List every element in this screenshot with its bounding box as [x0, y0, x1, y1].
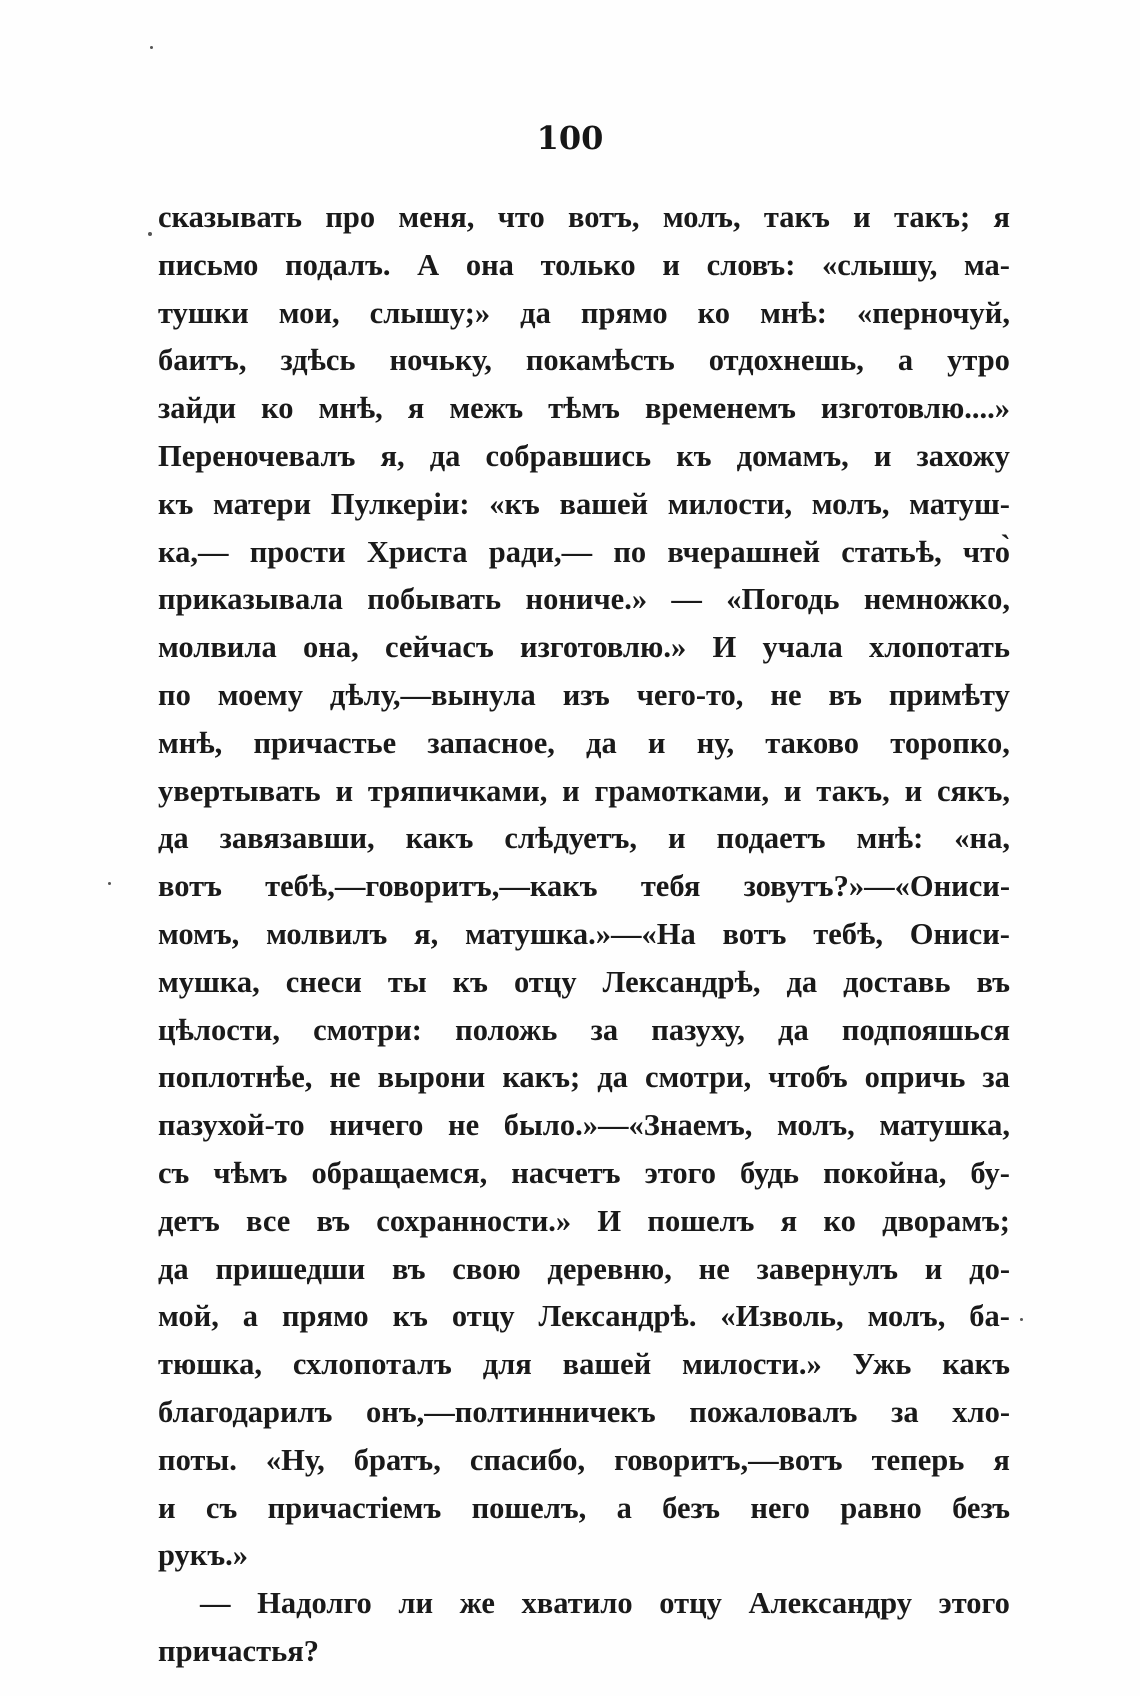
- text-word: матушка,: [879, 1108, 1010, 1143]
- text-word: молъ,: [811, 486, 890, 521]
- text-word: изъ: [562, 677, 610, 712]
- text-word: отдохнешь,: [708, 343, 864, 378]
- text-word: Александру: [748, 1586, 912, 1621]
- text-line: [158, 1341, 1010, 1389]
- text-line: [158, 385, 1010, 433]
- text-word: сякъ,: [936, 773, 1010, 808]
- text-word: молвилъ: [266, 916, 388, 951]
- text-word: сохранности.»: [376, 1203, 572, 1238]
- text-word: поплотнѣе,: [158, 1060, 313, 1095]
- text-word: матушка.»—«На: [465, 916, 696, 951]
- text-word: къ: [452, 964, 488, 999]
- text-word: мой,: [158, 1299, 219, 1334]
- text-word: доставь: [843, 964, 951, 999]
- text-word: подпояшься: [841, 1012, 1010, 1047]
- text-word: милости,: [667, 486, 793, 521]
- text-word: и: [904, 773, 923, 808]
- text-word: безъ: [952, 1490, 1010, 1525]
- text-word: «перночуй,: [856, 295, 1010, 330]
- text-line: [158, 672, 1010, 720]
- text-word: по: [613, 534, 647, 569]
- scan-speck: [1020, 1318, 1023, 1321]
- text-word: мои,: [278, 295, 340, 330]
- text-word: ради,—: [488, 534, 593, 569]
- text-word: я,: [414, 916, 439, 951]
- text-word: чего-то,: [636, 677, 744, 712]
- text-word: ма-: [963, 247, 1010, 282]
- text-line: [158, 1437, 1010, 1485]
- text-line: [158, 1198, 1010, 1246]
- text-word: съ: [158, 1155, 190, 1190]
- text-word: ко: [823, 1203, 856, 1238]
- text-word: тряпичками,: [367, 773, 548, 808]
- text-word: да: [778, 1012, 809, 1047]
- text-word: вырони: [377, 1060, 486, 1095]
- text-word: пазухой-то: [158, 1108, 305, 1143]
- text-word: къ: [158, 486, 194, 521]
- text-word: спасибо,: [469, 1442, 586, 1477]
- text-word: сказывать: [158, 200, 303, 234]
- text-word: мушка,: [158, 964, 260, 999]
- text-word: побывать: [367, 582, 502, 617]
- text-word: прямо: [580, 295, 668, 330]
- text-word: пожаловалъ: [689, 1394, 858, 1429]
- text-word: А: [417, 247, 440, 282]
- text-word: подаетъ: [716, 821, 826, 856]
- text-word: Ониси-: [909, 916, 1010, 951]
- text-word: и: [924, 1251, 943, 1286]
- text-word: Лександрѣ,: [602, 964, 761, 999]
- text-word: увертывать: [158, 773, 321, 808]
- text-word: опричь: [864, 1060, 966, 1095]
- text-word: и: [853, 200, 871, 234]
- text-line: [158, 1246, 1010, 1294]
- text-word: сейчасъ: [384, 630, 494, 665]
- text-word: причастья?: [158, 1633, 319, 1668]
- text-word: положь: [455, 1012, 558, 1047]
- text-word: этого: [644, 1155, 716, 1190]
- text-word: подалъ.: [285, 247, 391, 282]
- text-word: не: [698, 1251, 730, 1286]
- text-word: говоритъ,—вотъ: [614, 1442, 843, 1477]
- text-word: въ: [316, 1203, 351, 1238]
- text-word: не: [329, 1060, 361, 1095]
- text-word: мнѣ,: [318, 391, 383, 426]
- text-word: да: [158, 821, 189, 856]
- text-word: вашей: [559, 486, 649, 521]
- text-word: поты.: [158, 1442, 237, 1477]
- text-word: прямо: [281, 1299, 369, 1334]
- text-word: ну,: [696, 725, 735, 760]
- text-line: [158, 911, 1010, 959]
- text-word: торопко,: [890, 725, 1010, 760]
- text-word: до-: [969, 1251, 1010, 1286]
- text-word: равно: [840, 1490, 922, 1525]
- text-line: [158, 1054, 1010, 1102]
- text-word: нониче.»: [525, 582, 648, 617]
- text-word: про: [325, 200, 376, 234]
- text-word: какъ: [942, 1347, 1010, 1382]
- text-word: отцу: [659, 1586, 722, 1621]
- text-line: [158, 290, 1010, 338]
- text-word: и: [873, 438, 892, 473]
- text-word: «къ: [489, 486, 540, 521]
- text-line: [158, 1102, 1010, 1150]
- text-word: теперь: [871, 1442, 965, 1477]
- text-word: баитъ,: [158, 343, 247, 378]
- text-line: [158, 1580, 1010, 1628]
- text-word: да: [158, 1251, 189, 1286]
- text-word: моему: [217, 677, 303, 712]
- text-word: ты: [387, 964, 427, 999]
- text-word: какъ;: [502, 1060, 581, 1095]
- text-word: Ужь: [852, 1347, 912, 1382]
- text-word: она,: [303, 630, 359, 665]
- text-word: я: [993, 200, 1010, 234]
- text-word: письмо: [158, 247, 259, 282]
- text-word: насчетъ: [511, 1155, 621, 1190]
- text-word: матуш-: [909, 486, 1010, 521]
- text-word: и: [667, 821, 686, 856]
- text-word: зовутъ?»—«Ониси-: [743, 869, 1010, 904]
- text-word: примѣту: [888, 677, 1010, 712]
- text-word: меня,: [398, 200, 475, 234]
- text-word: за: [891, 1394, 919, 1429]
- scan-speck: [108, 882, 111, 885]
- text-word: по: [158, 677, 191, 712]
- text-word: все: [245, 1203, 291, 1238]
- text-line: [158, 194, 1010, 242]
- text-word: учала: [762, 630, 843, 665]
- text-word: захожу: [916, 438, 1010, 473]
- text-word: грамотками,: [594, 773, 770, 808]
- text-word: —: [200, 1586, 231, 1621]
- text-word: такъ;: [894, 200, 971, 234]
- text-word: «на,: [954, 821, 1010, 856]
- text-word: къ: [676, 438, 712, 473]
- text-word: братъ,: [353, 1442, 441, 1477]
- text-line: [158, 1532, 1010, 1580]
- text-word: не: [448, 1108, 480, 1143]
- text-word: вотъ: [158, 869, 222, 904]
- text-word: молъ,: [777, 1108, 855, 1143]
- text-word: —: [671, 582, 702, 617]
- text-word: безъ: [662, 1490, 721, 1525]
- text-word: зайди: [158, 391, 237, 426]
- text-word: свою: [452, 1251, 521, 1286]
- text-word: а: [616, 1490, 632, 1525]
- text-word: обращаемся,: [311, 1155, 488, 1190]
- text-word: завернулъ: [756, 1251, 898, 1286]
- text-word: да: [786, 964, 818, 999]
- text-word: Христа: [366, 534, 468, 569]
- text-word: тѣмъ: [548, 391, 620, 426]
- text-word: причастье: [253, 725, 397, 760]
- text-word: слышу;»: [369, 295, 491, 330]
- text-word: ко: [261, 391, 294, 426]
- text-word: милости.»: [682, 1347, 822, 1382]
- text-word: Переночевалъ: [158, 438, 356, 473]
- text-word: съ: [205, 1490, 238, 1525]
- text-word: молъ,: [867, 1299, 946, 1334]
- text-line: [158, 1007, 1010, 1055]
- text-line: [158, 815, 1010, 863]
- text-word: къ: [392, 1299, 428, 1334]
- text-word: утро: [947, 343, 1010, 378]
- text-line: [158, 624, 1010, 672]
- text-word: же: [459, 1586, 495, 1621]
- text-word: «Погодь: [726, 582, 840, 617]
- text-word: ли: [398, 1586, 434, 1621]
- text-word: пошелъ: [647, 1203, 755, 1238]
- text-word: и: [647, 725, 666, 760]
- text-word: пошелъ,: [471, 1490, 587, 1525]
- text-word: И: [597, 1203, 622, 1238]
- text-word: было.»—«Знаемъ,: [503, 1108, 753, 1143]
- text-word: Надолго: [257, 1586, 372, 1621]
- text-word: здѣсь: [280, 343, 356, 378]
- page-number: 100: [536, 119, 604, 157]
- text-word: тушки: [158, 295, 249, 330]
- text-line: [158, 242, 1010, 290]
- text-word: да: [597, 1060, 628, 1095]
- text-word: собравшись: [485, 438, 652, 473]
- text-word: не: [770, 677, 802, 712]
- text-line: [158, 481, 1010, 529]
- text-word: будь: [740, 1155, 800, 1190]
- text-word: чтобъ: [768, 1060, 848, 1095]
- text-word: прости: [249, 534, 346, 569]
- text-word: изготовлю.»: [520, 630, 687, 665]
- text-word: благодарилъ: [158, 1394, 333, 1429]
- text-word: завязавши,: [219, 821, 375, 856]
- text-line: [158, 529, 1010, 577]
- text-word: дворамъ;: [882, 1203, 1010, 1238]
- text-word: а: [897, 343, 914, 378]
- text-word: молъ,: [662, 200, 741, 234]
- text-word: покамѣсть: [525, 343, 675, 378]
- text-line: [158, 768, 1010, 816]
- scan-speck: [148, 232, 152, 236]
- text-word: я: [780, 1203, 798, 1238]
- text-word: запасное,: [427, 725, 555, 760]
- text-word: въ: [976, 964, 1010, 999]
- text-word: только: [540, 247, 636, 282]
- body-text: [158, 194, 1010, 1676]
- text-word: и: [783, 773, 802, 808]
- text-word: для: [482, 1347, 532, 1382]
- text-word: ба-: [969, 1299, 1010, 1334]
- text-line: [158, 1628, 1010, 1676]
- scan-speck: [150, 46, 153, 49]
- text-word: да: [429, 438, 461, 473]
- text-word: изготовлю....»: [820, 391, 1010, 426]
- text-word: приказывала: [158, 582, 343, 617]
- text-word: что: [497, 200, 545, 234]
- text-word: да: [586, 725, 617, 760]
- text-line: [158, 720, 1010, 768]
- text-word: деревню,: [547, 1251, 672, 1286]
- text-word: что̀: [962, 534, 1010, 569]
- text-word: цѣлости,: [158, 1012, 280, 1047]
- text-word: тебѣ,: [813, 916, 883, 951]
- text-word: статьѣ,: [841, 534, 942, 569]
- text-word: И: [712, 630, 737, 665]
- text-word: и: [562, 773, 580, 808]
- text-word: въ: [828, 677, 862, 712]
- text-word: чѣмъ: [213, 1155, 288, 1190]
- text-word: я: [993, 1442, 1010, 1477]
- text-word: хло-: [952, 1394, 1010, 1429]
- text-word: дѣлу,—вынула: [329, 677, 536, 712]
- text-word: вотъ: [722, 916, 787, 951]
- text-word: она: [465, 247, 514, 282]
- text-word: момъ,: [158, 916, 240, 951]
- text-word: схлопоталъ: [292, 1347, 452, 1382]
- text-word: тюшка,: [158, 1347, 263, 1382]
- text-word: а: [242, 1299, 259, 1334]
- text-word: такъ,: [816, 773, 890, 808]
- text-word: мнѣ:: [760, 295, 827, 330]
- text-word: въ: [392, 1251, 426, 1286]
- text-word: и: [335, 773, 354, 808]
- text-word: слѣдуетъ,: [504, 821, 637, 856]
- text-word: немножко,: [863, 582, 1010, 617]
- text-word: бу-: [970, 1155, 1010, 1190]
- text-line: [158, 863, 1010, 911]
- text-word: «Ну,: [265, 1442, 325, 1477]
- text-word: межъ: [449, 391, 524, 426]
- text-word: вчерашней: [667, 534, 821, 569]
- text-word: ко: [697, 295, 731, 330]
- text-word: ничего: [329, 1108, 424, 1143]
- text-word: смотри,: [644, 1060, 752, 1095]
- text-word: ка,—: [158, 534, 229, 569]
- text-word: вашей: [562, 1347, 652, 1382]
- text-word: мнѣ,: [158, 725, 223, 760]
- text-word: детъ: [158, 1203, 220, 1238]
- text-word: таково: [765, 725, 860, 760]
- text-word: этого: [938, 1586, 1010, 1621]
- text-word: да: [520, 295, 551, 330]
- text-line: [158, 1293, 1010, 1341]
- text-word: Пулкеріи:: [330, 486, 470, 521]
- text-word: онъ,—полтинничекъ: [366, 1394, 656, 1429]
- text-word: хватило: [521, 1586, 633, 1621]
- text-word: я: [407, 391, 425, 426]
- text-word: матери: [213, 486, 312, 521]
- text-line: [158, 1150, 1010, 1198]
- text-line: [158, 959, 1010, 1007]
- text-word: такъ: [763, 200, 830, 234]
- text-word: снеси: [285, 964, 362, 999]
- text-word: смотри:: [313, 1012, 422, 1047]
- text-word: и: [662, 247, 680, 282]
- text-word: домамъ,: [736, 438, 849, 473]
- text-word: покойна,: [823, 1155, 947, 1190]
- text-word: пазуху,: [651, 1012, 745, 1047]
- text-word: тебя: [640, 869, 701, 904]
- text-word: пришедши: [215, 1251, 366, 1286]
- text-word: «слышу,: [822, 247, 938, 282]
- text-word: какъ: [405, 821, 474, 856]
- text-word: рукъ.»: [158, 1538, 249, 1573]
- text-word: отцу: [451, 1299, 515, 1334]
- text-word: хлопотать: [869, 630, 1010, 665]
- text-word: ночьку,: [389, 343, 492, 378]
- text-word: за: [982, 1060, 1010, 1095]
- text-word: отцу: [513, 964, 577, 999]
- text-line: [158, 433, 1010, 481]
- text-line: [158, 337, 1010, 385]
- text-word: него: [750, 1490, 810, 1525]
- text-word: и: [158, 1490, 176, 1525]
- text-word: «Изволь,: [720, 1299, 844, 1334]
- text-line: [158, 1485, 1010, 1533]
- text-word: Лександрѣ.: [538, 1299, 697, 1334]
- text-word: я,: [380, 438, 405, 473]
- text-word: временемъ: [644, 391, 796, 426]
- text-line: [158, 1389, 1010, 1437]
- text-word: причастіемъ: [267, 1490, 442, 1525]
- text-word: мнѣ:: [856, 821, 924, 856]
- text-word: словъ:: [706, 247, 796, 282]
- text-word: молвила: [158, 630, 277, 665]
- text-word: тебѣ,—говоритъ,—какъ: [265, 869, 598, 904]
- text-word: вотъ,: [568, 200, 640, 234]
- text-line: [158, 576, 1010, 624]
- text-word: за: [590, 1012, 619, 1047]
